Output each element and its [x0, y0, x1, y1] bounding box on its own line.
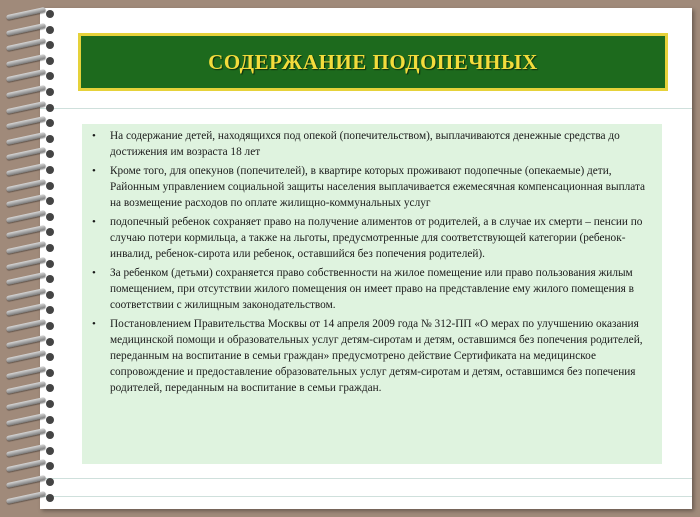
spiral-ring-icon [6, 291, 64, 299]
spiral-ring-icon [6, 478, 64, 486]
bullet-icon: • [92, 267, 96, 279]
spiral-ring-icon [6, 400, 64, 408]
bullet-icon: • [92, 216, 96, 228]
ruled-line [40, 108, 692, 109]
slide-title-banner [78, 33, 668, 91]
spiral-ring-icon [6, 119, 64, 127]
spiral-ring-icon [6, 462, 64, 470]
spiral-binding [0, 10, 60, 510]
slide-title: СОДЕРЖАНИЕ ПОДОПЕЧНЫХ [208, 49, 538, 74]
spiral-ring-icon [6, 353, 64, 361]
spiral-ring-icon [6, 338, 64, 346]
list-item [88, 214, 652, 262]
bullet-icon: • [92, 318, 96, 330]
spiral-ring-icon [6, 197, 64, 205]
spiral-ring-icon [6, 322, 64, 330]
ruled-line [40, 478, 692, 479]
list-item-text: подопечный ребенок сохраняет право на получение алиментов от родителей, а в случае их смерти – пенсии по случаю потери кормильца, а также на льготы, предусмотренные для соответствующей категории (ребенок-инвалид, ребенок-сирота или ребенок, оставшийся без попечения родителей). [110, 216, 643, 260]
spiral-ring-icon [6, 10, 64, 18]
spiral-ring-icon [6, 416, 64, 424]
list-item-text: Кроме того, для опекунов (попечителей), в квартире которых проживают подопечные (опекаемые) дети, Районным управлением социальной защиты населения выплачивается ежемесячная компенсационная выплата на возмещение расходов по оплате жилищно-коммунальных услуг [110, 165, 646, 209]
spiral-ring-icon [6, 26, 64, 34]
spiral-ring-icon [6, 166, 64, 174]
spiral-ring-icon [6, 182, 64, 190]
spiral-ring-icon [6, 72, 64, 80]
list-item [88, 163, 652, 211]
spiral-ring-icon [6, 228, 64, 236]
list-item [88, 128, 652, 160]
list-item-text: На содержание детей, находящихся под опекой (попечительством), выплачиваются денежные средства до достижения им возраста 18 лет [110, 130, 620, 158]
content-panel [82, 124, 662, 464]
spiral-ring-icon [6, 369, 64, 377]
bullet-icon: • [92, 130, 96, 142]
spiral-ring-icon [6, 260, 64, 268]
spiral-ring-icon [6, 494, 64, 502]
spiral-ring-icon [6, 104, 64, 112]
spiral-ring-icon [6, 384, 64, 392]
list-item-text: За ребенком (детьми) сохраняется право собственности на жилое помещение или право пользования жилым помещением, при отсутствии жилого помещения он имеет право на представление ему жилого помещения в соответствии с жилищным законодательством. [110, 267, 635, 311]
spiral-ring-icon [6, 41, 64, 49]
spiral-ring-icon [6, 244, 64, 252]
bullet-list [88, 128, 652, 396]
spiral-ring-icon [6, 88, 64, 96]
list-item [88, 316, 652, 396]
spiral-ring-icon [6, 57, 64, 65]
spiral-ring-icon [6, 431, 64, 439]
bullet-icon: • [92, 165, 96, 177]
spiral-ring-icon [6, 135, 64, 143]
ruled-line [40, 496, 692, 497]
list-item-text: Постановлением Правительства Москвы от 14 апреля 2009 года № 312-ПП «О мерах по улучшению оказания медицинской помощи и образовательных услуг детям-сиротам и детям, оставшимся без попечения родителей, переданным на воспитание в семьи граждан» предусмотрено действие Сертификата на медицинское сопровождение и предоставление образовательных услуг детям-сиротам и детям, оставшимся без попечения родителей, переданным на воспитание в семьи граждан. [110, 318, 643, 394]
list-item [88, 265, 652, 313]
spiral-ring-icon [6, 306, 64, 314]
spiral-ring-icon [6, 447, 64, 455]
spiral-ring-icon [6, 213, 64, 221]
spiral-ring-icon [6, 275, 64, 283]
spiral-ring-icon [6, 150, 64, 158]
